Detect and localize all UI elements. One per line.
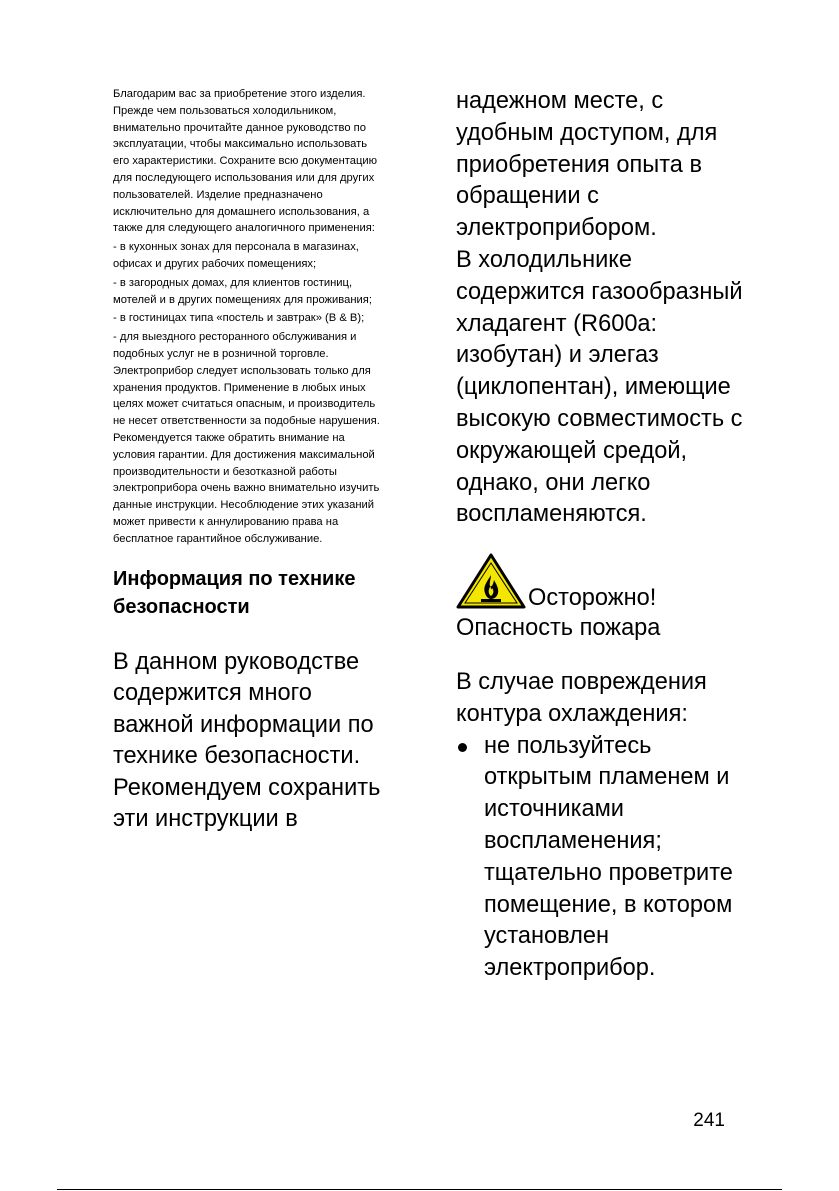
usage-item-bnb: - в гостиницах типа «постель и завтрак» (B & B); xyxy=(113,312,365,325)
fire-warning-icon xyxy=(456,553,526,609)
damage-list xyxy=(456,731,746,985)
section-heading: Информация по технике безопасности xyxy=(113,567,356,618)
bullet-icon xyxy=(458,743,467,752)
thanks-paragraph: Благодарим вас за приобретение этого изделия. xyxy=(113,88,366,100)
usage-paragraph: Электроприбор следует использовать только для хранения продуктов. Применение в любых иных целях может считаться опасным, и производитель не несет ответственности за подобные нарушения. Рекомендуется также обратить внимание на условия гарантии. Для достижения максимальной производительности и безотказной работы электроприбора очень важно внимательно изучить данные инструкции. Несоблюдение этих указаний может привести к аннулированию права на бесплатное гарантийное обслуживание. xyxy=(113,364,380,545)
warning-title: Осторожно! xyxy=(528,585,657,612)
footer-divider xyxy=(57,1189,782,1190)
page-number: 241 xyxy=(693,1110,725,1131)
continued-text: надежном месте, с удобным доступом, для приобретения опыта в обращении с электроприбором. xyxy=(456,88,718,242)
safety-intro-text: В данном руководстве содержится много важной информации по технике безопасности. Рекомендуем сохранить эти инструкции в xyxy=(113,648,381,833)
refrigerant-text: В холодильнике содержится газообразный хладагент (R600a: изобутан) и элегаз (циклопентан), имеющие высокую совместимость с окружающей средой, однако, они легко воспламеняются. xyxy=(456,246,743,528)
warning-subtitle: Опасность пожара xyxy=(456,615,661,642)
usage-item-kitchen: - в кухонных зонах для персонала в магазинах, офисах и других рабочих помещениях; xyxy=(113,241,359,270)
intro-paragraph: Прежде чем пользоваться холодильником, внимательно прочитайте данное руководство по эксплуатации, чтобы максимально использовать его характеристики. Сохраните всю документацию для последующего использования или для других пользователей. Изделие предназначено исключительно для домашнего использования, а также для следующего аналогичного применения: xyxy=(113,104,378,235)
right-column xyxy=(456,86,746,985)
usage-item-houses: - в загородных домах, для клиентов гостиниц, мотелей и в других помещениях для проживания; xyxy=(113,276,372,306)
damage-intro: В случае повреждения контура охлаждения: xyxy=(456,668,707,727)
usage-item-catering: - для выездного ресторанного обслуживания и подобных услуг не в розничной торговле. xyxy=(113,331,357,360)
list-item-text: не пользуйтесь открытым пламенем и источниками воспламенения; тщательно проветрите помещение, в котором установлен электроприбор. xyxy=(484,732,733,982)
left-column xyxy=(113,86,385,836)
warning-row xyxy=(456,553,746,612)
list-item xyxy=(456,731,746,985)
